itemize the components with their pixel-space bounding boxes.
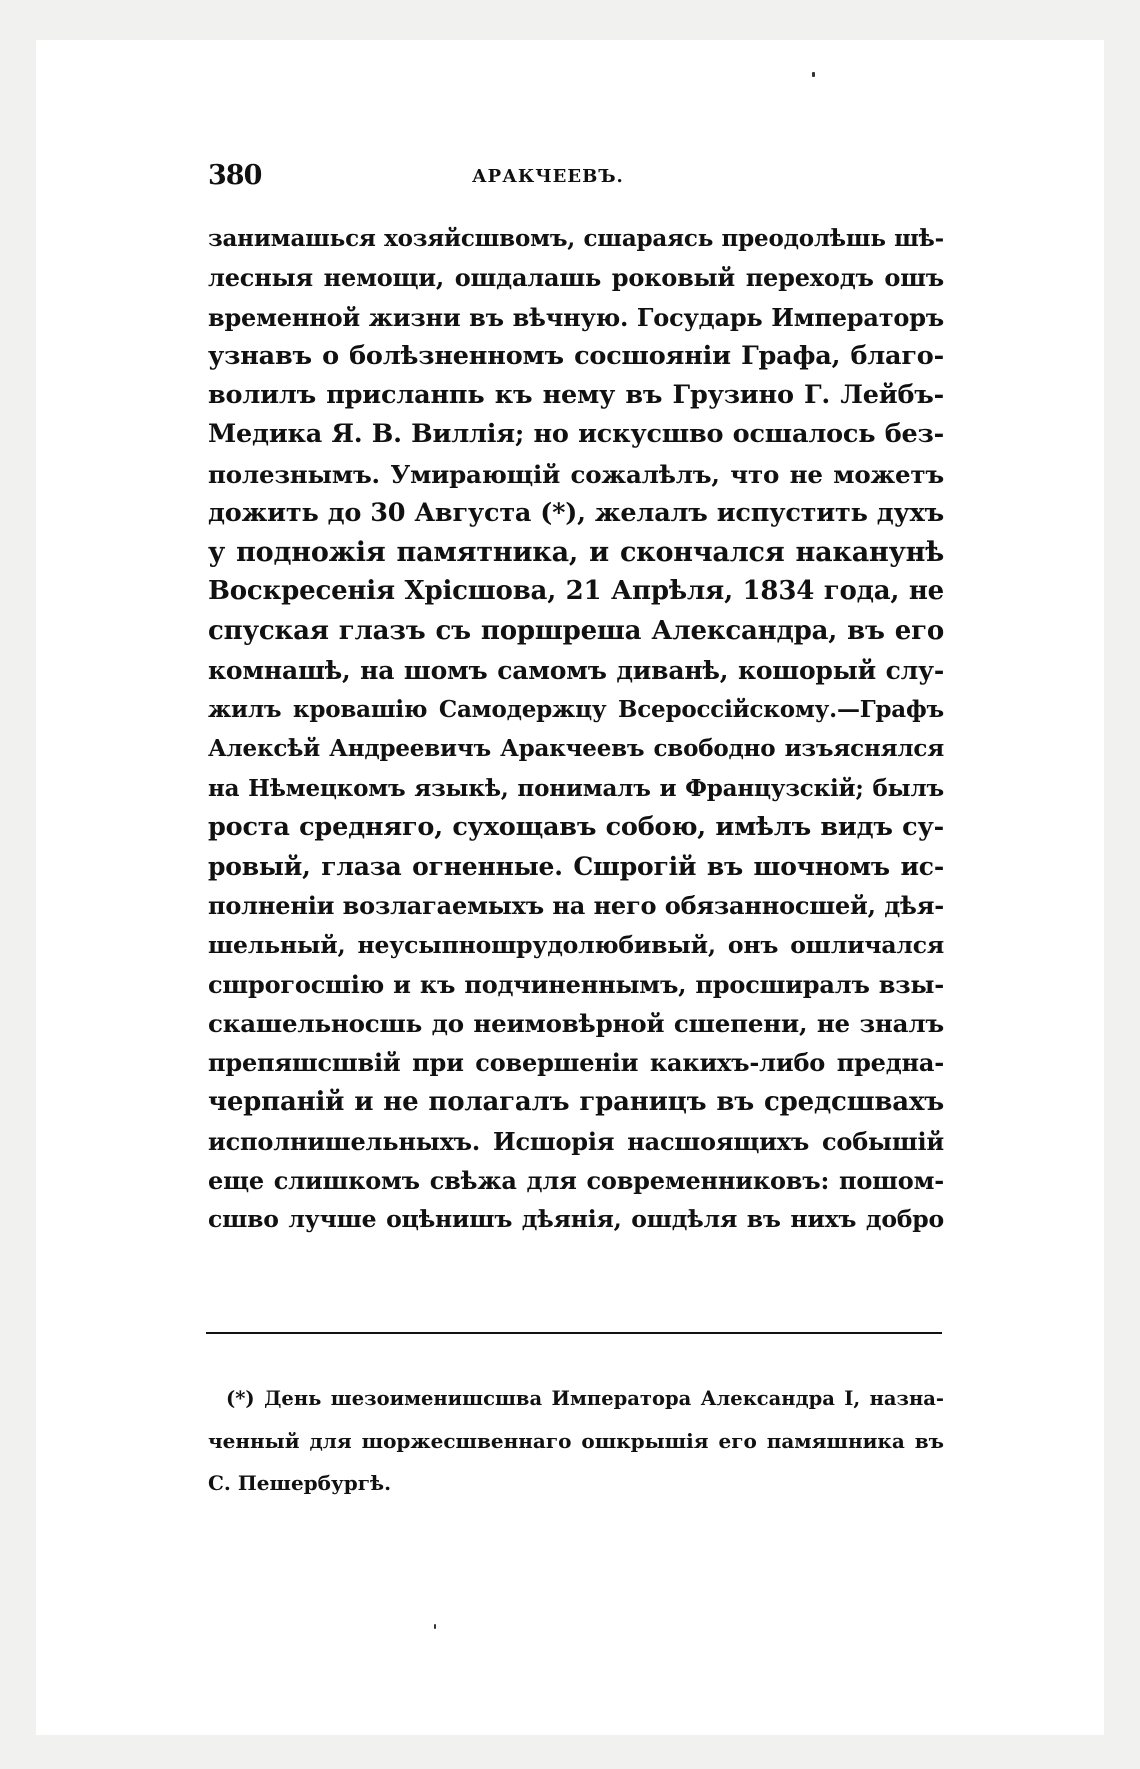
footnote-line: (*) День шезоименишсшва Императора Александра I, назна- [226,1387,944,1410]
running-title: АРАКЧЕЕВЪ. [472,166,624,187]
text-line: спуская глазъ съ поршреша Александра, въ его [208,615,944,646]
text-line: еще слишкомъ свѣжа для современниковъ: пошом- [208,1166,944,1195]
text-line: волилъ присланпь къ нему въ Грузино Г. Лейбъ- [208,380,944,410]
text-line: Воскресенія Хрісшова, 21 Апрѣля, 1834 года, не [208,576,944,607]
text-line: роста средняго, сухощавъ собою, имѣлъ видъ су- [208,811,944,842]
text-line: полезнымъ. Умирающій сожалѣлъ, что не можетъ [208,459,944,489]
text-line: на Нѣмецкомъ языкѣ, понималъ и Французскій; былъ [208,774,944,802]
text-line: занимашься хозяйсшвомъ, сшараясь преодолѣшь шѣ- [208,225,944,252]
text-line: полненіи возлагаемыхъ на него обязанносшей, дѣя- [208,891,944,921]
text-line: ровый, глаза огненные. Сшрогій въ шочномъ ис- [208,852,944,881]
ink-speck [434,1624,436,1629]
footnote-line: С. Пешербургѣ. [208,1471,392,1495]
text-line: исполнишельныхъ. Исшорія насшоящихъ собышій [208,1126,944,1156]
text-line: препяшсшвій при совершеніи какихъ-либо предна- [208,1048,944,1078]
text-line: сшрогосшію и къ подчиненнымъ, просширалъ взы- [208,969,944,999]
page-number: 380 [208,160,262,191]
body-text [208,219,944,1240]
footnote-divider [206,1332,942,1334]
text-line: лесныя немощи, ошдалашь роковый переходъ ошъ [208,263,944,293]
text-line: скашельносшь до неимовѣрной сшепени, не зналъ [208,1009,944,1038]
footnote [208,1378,944,1504]
text-line: комнашѣ, на шомъ самомъ диванѣ, кошорый слу- [208,655,944,685]
running-head [208,160,944,200]
text-line: узнавъ о болѣзненномъ сосшояніи Графа, благо- [208,340,944,371]
text-line: жилъ кровашію Самодержцу Всероссійскому.—Графъ [208,696,944,723]
text-line: дожить до 30 Августа (*), желалъ испустить духъ [208,497,944,528]
text-line: Алексѣй Андреевичъ Аракчеевъ свободно изъяснялся [208,735,944,763]
text-line: Медика Я. В. Виллія; но искусшво осшалось без- [208,419,944,450]
text-line: у подножія памятника, и скончался наканунѣ [208,537,944,568]
text-line: шельный, неусыпношрудолюбивый, онъ ошличался [208,930,944,959]
footnote-line: ченный для шоржесшвеннаго ошкрышія его памяшника въ [208,1429,944,1453]
text-line: временной жизни въ вѣчную. Государь Императоръ [208,302,944,332]
ink-speck [812,72,815,77]
text-line: сшво лучше оцѣнишъ дѣянія, ошдѣля въ нихъ добро [208,1205,944,1234]
text-line: черпаній и не полагалъ границъ въ средсшвахъ [208,1086,944,1117]
